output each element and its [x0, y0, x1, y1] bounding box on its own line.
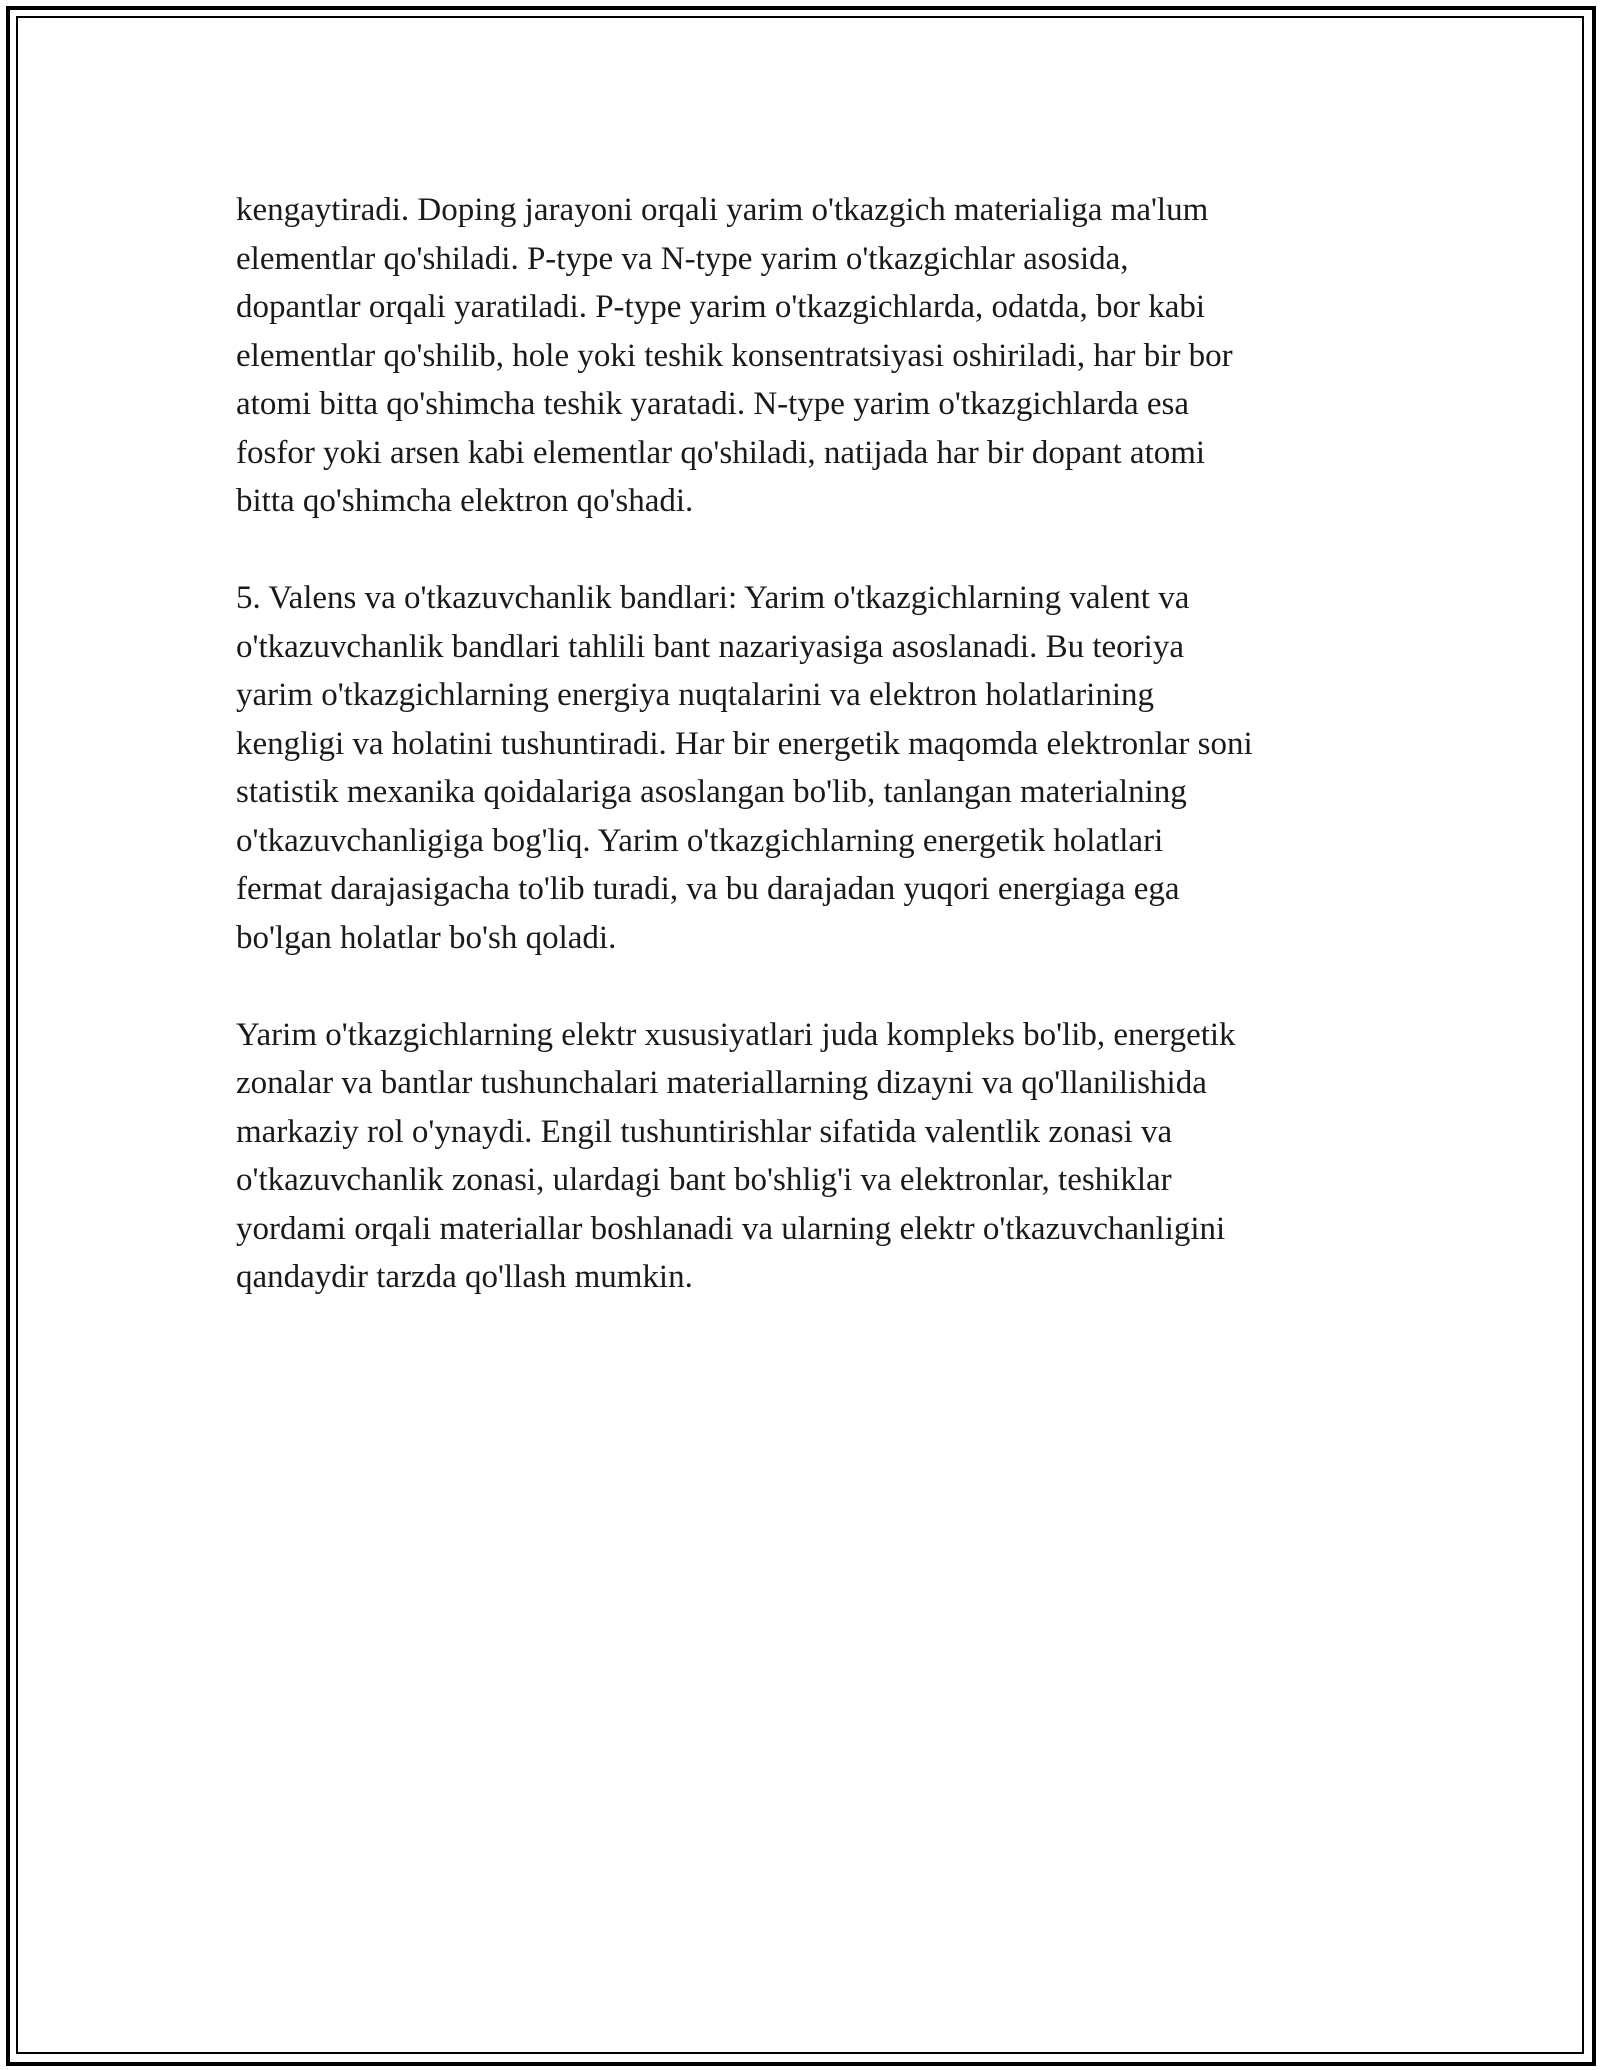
paragraph-electrical-properties: Yarim o'tkazgichlarning elektr xususiyatlari juda kompleks bo'lib, energetik zonalar va bantlar tushunchalari materiallarning dizayni va qo'llanilishida markaziy rol o'ynaydi. Engil tushuntirishlar sifatida valentlik zonasi va o'tkazuvchanlik zonasi, ulardagi bant bo'shlig'i va elektronlar, teshiklar yordami orqali materiallar boshlanadi va ularning elektr o'tkazuvchanligini qandaydir tarzda qo'llash mumkin.: [236, 1016, 1236, 1295]
paragraph-doping: kengaytiradi. Doping jarayoni orqali yarim o'tkazgich materialiga ma'lum elementlar qo'shiladi. P-type va N-type yarim o'tkazgichlar asosida, dopantlar orqali yaratiladi. P-type yarim o'tkazgichlarda, odatda, bor kabi elementlar qo'shilib, hole yoki teshik konsentratsiyasi oshiriladi, har bir bor atomi bitta qo'shimcha teshik yaratadi. N-type yarim o'tkazgichlarda esa fosfor yoki arsen kabi elementlar qo'shiladi, natijada har bir dopant atomi bitta qo'shimcha elektron qo'shadi.: [236, 192, 1233, 519]
document-body: [236, 186, 1386, 1350]
paragraph-valence-conduction-bands: 5. Valens va o'tkazuvchanlik bandlari: Yarim o'tkazgichlarning valent va o'tkazuvchanlik bandlari tahlili bant nazariyasiga asoslanadi. Bu teoriya yarim o'tkazgichlarning energiya nuqtalarini va elektron holatlarining kengligi va holatini tushuntiradi. Har bir energetik maqomda elektronlar soni statistik mexanika qoidalariga asoslangan bo'lib, tanlangan materialning o'tkazuvchanligiga bog'liq. Yarim o'tkazgichlarning energetik holatlari fermat darajasigacha to'lib turadi, va bu darajadan yuqori energiaga ega bo'lgan holatlar bo'sh qoladi.: [236, 580, 1253, 956]
